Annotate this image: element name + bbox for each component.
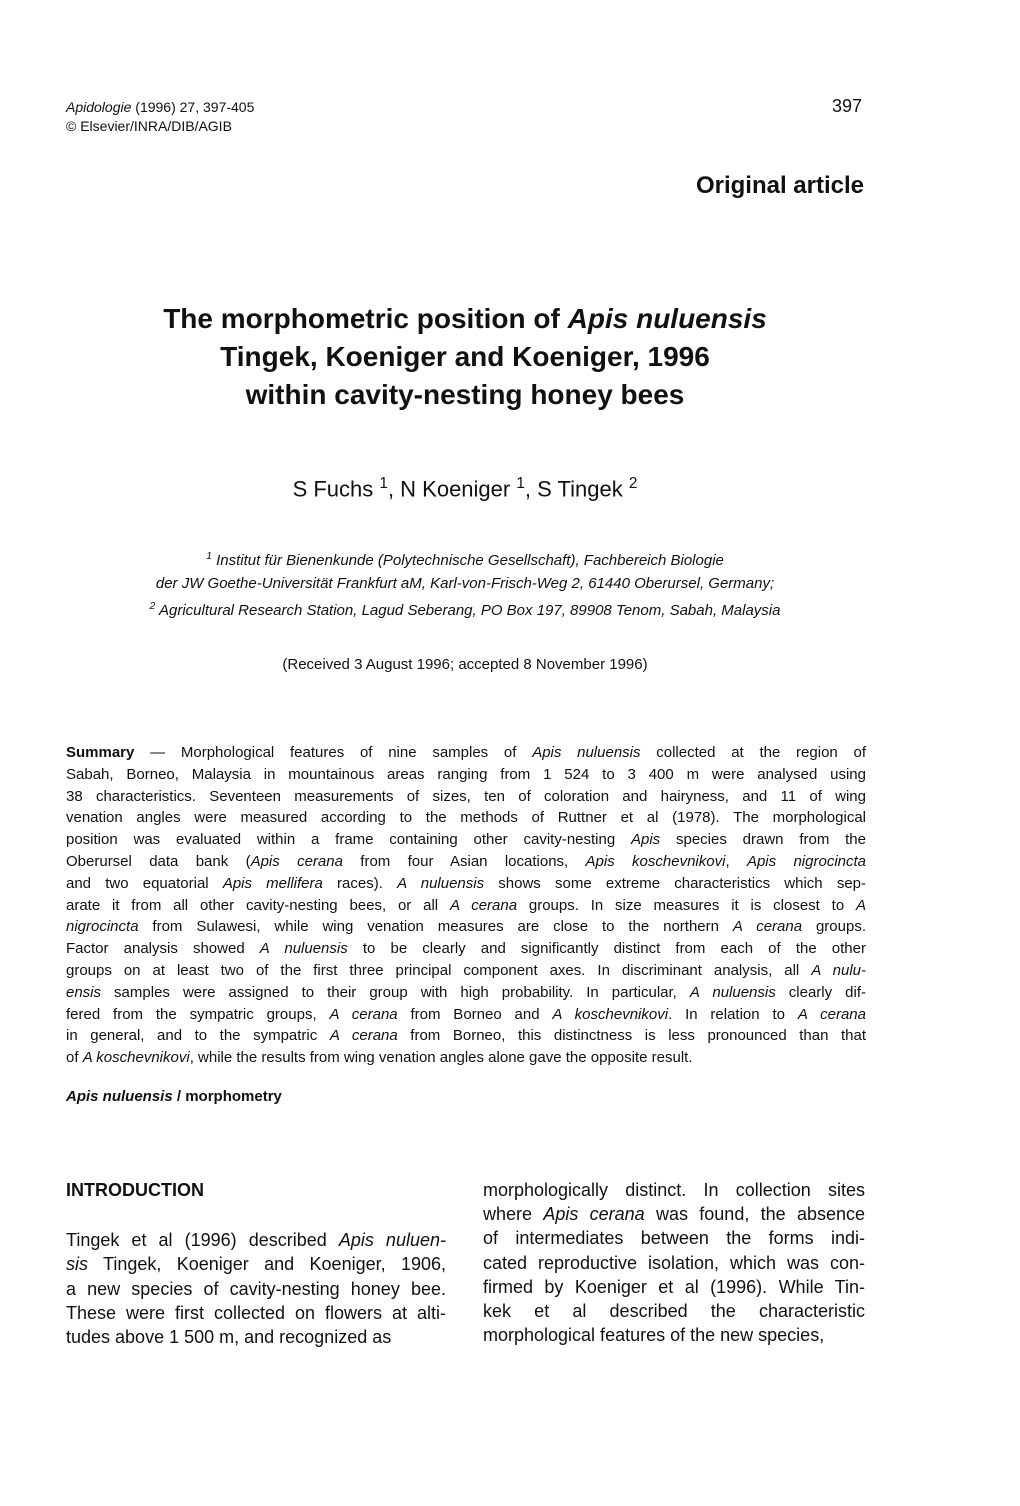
article-type: Original article bbox=[695, 172, 864, 199]
intro-left-line: sis Tingek, Koeniger and Koeniger, 1906, bbox=[66, 1254, 446, 1275]
journal-citation bbox=[66, 98, 254, 136]
affiliations bbox=[0, 545, 930, 622]
intro-left-line: tudes above 1 500 m, and recognized as bbox=[66, 1327, 392, 1348]
summary-line: of A koschevnikovi, while the results from wing venation angles alone gave the opposite result. bbox=[66, 1049, 693, 1067]
summary-label: Summary bbox=[66, 744, 135, 761]
summary-line: in general, and to the sympatric A cerana from Borneo, this distinctness is less pronounced than that bbox=[66, 1027, 867, 1045]
page-number: 397 bbox=[831, 96, 862, 116]
summary-line: 38 characteristics. Seventeen measurements of sizes, ten of coloration and hairyness, and 11 of wing bbox=[66, 787, 866, 805]
summary-line: groups on at least two of the first three principal component axes. In discriminant analysis, all A nulu- bbox=[66, 961, 866, 979]
title-line-1: The morphometric position of Apis nuluensis bbox=[163, 303, 767, 334]
summary-line: and two equatorial Apis mellifera races). A nuluensis shows some extreme characteristics which sep- bbox=[66, 874, 866, 892]
intro-heading: INTRODUCTION bbox=[66, 1180, 204, 1200]
summary-line: fered from the sympatric groups, A cerana from Borneo and A koschevnikovi. In relation to A cerana bbox=[66, 1005, 866, 1023]
copyright: © Elsevier/INRA/DIB/AGIB bbox=[66, 118, 232, 134]
summary-abstract bbox=[66, 742, 866, 1069]
intro-right-line: morphological features of the new species, bbox=[483, 1325, 825, 1346]
author-list: S Fuchs $^1$, N Koeniger $^1$, S Tingek $^2$ bbox=[292, 475, 638, 502]
summary-line: Sabah, Borneo, Malaysia in mountainous areas ranging from 1 524 to 3 400 m were analysed using bbox=[66, 765, 866, 783]
summary-line: venation angles were measured according to the methods of Ruttner et al (1978). The morphological bbox=[66, 809, 866, 827]
intro-left-line: Tingek et al (1996) described Apis nuluen- bbox=[66, 1230, 446, 1251]
title-line-3: within cavity-nesting honey bees bbox=[245, 379, 685, 410]
intro-right-line: kek et al described the characteristic bbox=[483, 1301, 865, 1322]
journal-name: Apidologie bbox=[66, 99, 132, 115]
received-dates: (Received 3 August 1996; accepted 8 November 1996) bbox=[282, 656, 648, 673]
intro-right-line: firmed by Koeniger et al (1996). While Tin- bbox=[483, 1276, 865, 1297]
summary-line: Oberursel data bank (Apis cerana from four Asian locations, Apis koschevnikovi, Apis nigrocincta bbox=[66, 852, 867, 870]
intro-right-line: where Apis cerana was found, the absence bbox=[483, 1204, 865, 1225]
summary-line: Factor analysis showed A nuluensis to be clearly and significantly distinct from each of the other bbox=[66, 940, 866, 958]
intro-right-line: morphologically distinct. In collection sites bbox=[483, 1180, 865, 1200]
affiliation-2: $^2$ Agricultural Research Station, Lagud Seberang, PO Box 197, 89908 Tenom, Sabah, Malaysia bbox=[149, 600, 781, 619]
summary-line: nigrocincta from Sulawesi, while wing venation measures are close to the northern A cerana groups. bbox=[66, 918, 866, 936]
journal-ref: (1996) 27, 397-405 bbox=[131, 99, 255, 115]
paper-title bbox=[0, 300, 930, 414]
intro-right-line: cated reproductive isolation, which was con- bbox=[483, 1252, 865, 1273]
intro-left-line: a new species of cavity-nesting honey bee. bbox=[66, 1278, 446, 1299]
affiliation-1-cont: der JW Goethe-Universität Frankfurt aM, Karl-von-Frisch-Weg 2, 61440 Oberursel, Germany; bbox=[155, 575, 775, 592]
title-line-2: Tingek, Koeniger and Koeniger, 1996 bbox=[220, 341, 710, 372]
keywords: Apis nuluensis / morphometry bbox=[66, 1088, 282, 1105]
summary-line: arate it from all other cavity-nesting bees, or all A cerana groups. In size measures it is closest to A bbox=[66, 896, 866, 914]
intro-right-line: of intermediates between the forms indi- bbox=[483, 1228, 865, 1249]
intro-right-column bbox=[483, 1178, 865, 1347]
summary-line: ensis samples were assigned to their group with high probability. In particular, A nuluensis clearly dif- bbox=[66, 983, 866, 1001]
intro-left-column bbox=[66, 1178, 446, 1349]
summary-line: position was evaluated within a frame containing other cavity-nesting Apis species drawn from the bbox=[66, 831, 866, 849]
affiliation-1: $^1$ Institut für Bienenkunde (Polytechnische Gesellschaft), Fachbereich Biologie bbox=[206, 550, 724, 569]
summary-line: Summary — Morphological features of nine samples of Apis nuluensis collected at the region of bbox=[66, 744, 867, 761]
intro-left-line: These were first collected on flowers at alti- bbox=[66, 1302, 446, 1323]
